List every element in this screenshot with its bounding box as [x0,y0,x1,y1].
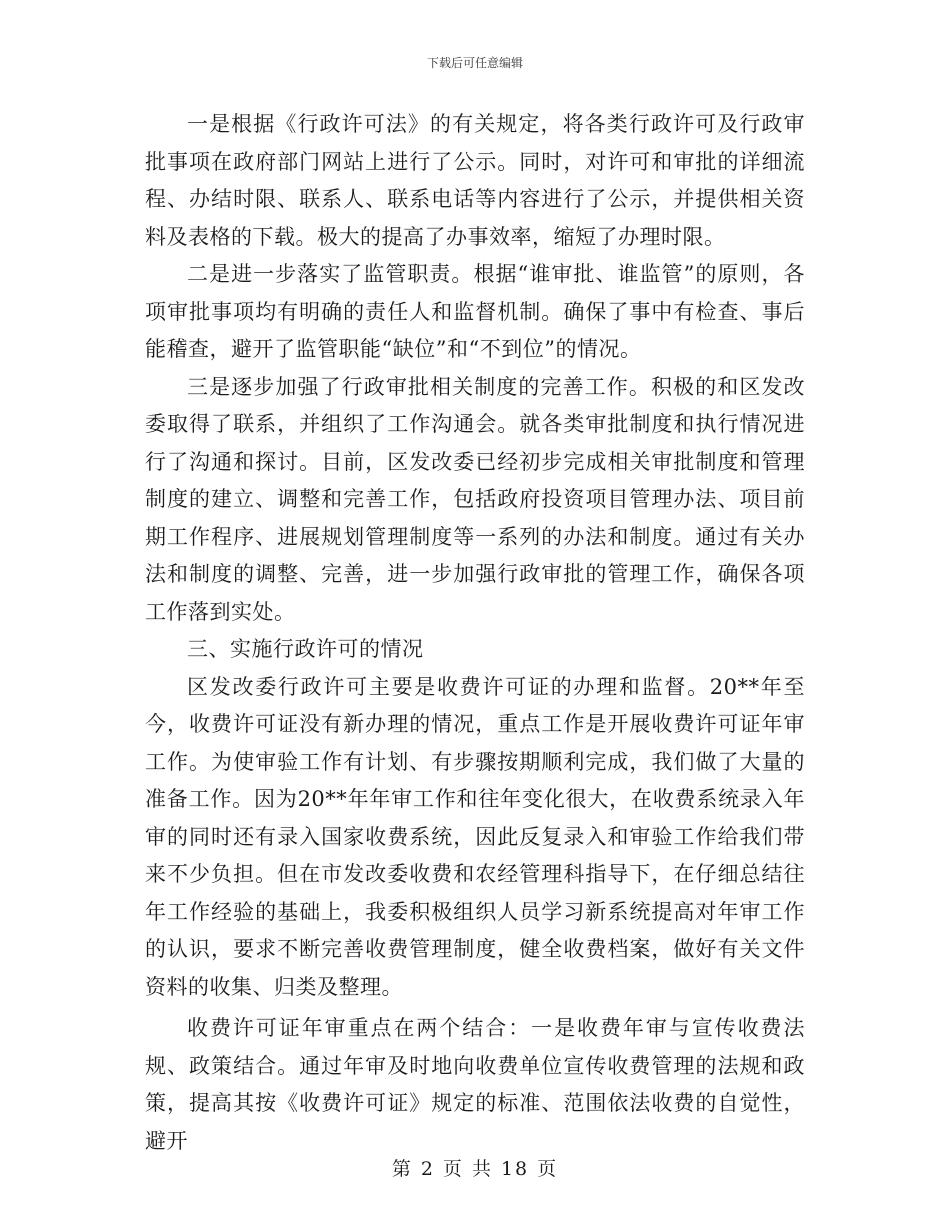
paragraph-1: 一是根据《行政许可法》的有关规定，将各类行政许可及行政审批事项在政府部门网站上进行了公示。同时，对许可和审批的详细流程、办结时限、联系人、联系电话等内容进行了公示，并提供相关资料及表格的下载。极大的提高了办事效率，缩短了办理时限。 [145,112,805,249]
paragraph-3: 三是逐步加强了行政审批相关制度的完善工作。积极的和区发改委取得了联系，并组织了工作沟通会。就各类审批制度和执行情况进行了沟通和探讨。目前，区发改委已经初步完成相关审批制度和管理制度的建立、调整和完善工作，包括政府投资项目管理办法、项目前期工作程序、进展规划管理制度等一系列的办法和制度。通过有关办法和制度的调整、完善，进一步加强行政审批的管理工作，确保各项工作落到实处。 [145,374,805,624]
footer-prefix: 第 [391,1158,413,1180]
paragraph-4: 区发改委行政许可主要是收费许可证的办理和监督。20**年至今，收费许可证没有新办理的情况，重点工作是开展收费许可证年审工作。为使审验工作有计划、有步骤按期顺利完成，我们做了大量的准备工作。因为20**年年审工作和往年变化很大，在收费系统录入年审的同时还有录入国家收费系统，因此反复录入和审验工作给我们带来不少负担。但在市发改委收费和农经管理科指导下，在仔细总结往年工作经验的基础上，我委积极组织人员学习新系统提高对年审工作的认识，要求不断完善收费管理制度，健全收费档案，做好有关文件资料的收集、归类及整理。 [145,674,805,999]
footer-current-page: 2 [420,1158,435,1180]
paragraph-2: 二是进一步落实了监管职责。根据“谁审批、谁监管”的原则，各项审批事项均有明确的责任人和监督机制。确保了事中有检查、事后能稽查，避开了监管职能“缺位”和“不到位”的情况。 [145,262,805,361]
footer-suffix: 页 [537,1158,559,1180]
paragraph-5: 收费许可证年审重点在两个结合：一是收费年审与宣传收费法规、政策结合。通过年审及时地向收费单位宣传收费管理的法规和政策，提高其按《收费许可证》规定的标准、范围依法收费的自觉性，避开 [145,1016,805,1153]
section-heading: 三、实施行政许可的情况 [187,637,424,661]
page-header-note: 下载后可任意编辑 [426,56,523,70]
page-footer [0,1154,950,1181]
footer-total-pages: 18 [500,1158,530,1180]
document-body [145,106,805,1160]
footer-middle: 页 共 [442,1158,493,1180]
